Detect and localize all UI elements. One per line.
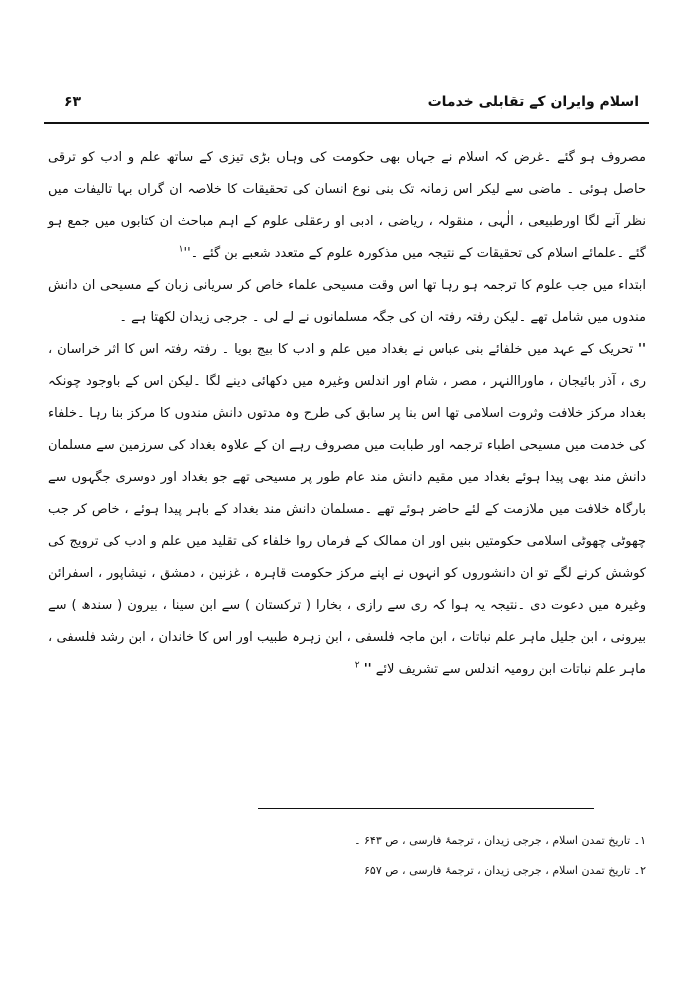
footnote-ref-2: ۲ (354, 660, 360, 671)
paragraph-2 (48, 270, 646, 334)
paragraph-1 (48, 142, 646, 270)
body-text (48, 142, 646, 686)
page-number: ۶۳ (64, 94, 82, 110)
running-title: اسلام وایران کے تقابلی خدمات (427, 94, 639, 110)
paragraph-1-text: مصروف ہو گئے ۔غرض کہ اسلام نے جہاں بھی حکومت کی وہاں بڑی تیزی کے ساتھ علم و ادب کو ترقی حاصل ہوئی ۔ ماضی سے لیکر اس زمانہ تک بنی نوع انسان کی تحقیقات کا خلاصہ ان گراں بہا تالیفات میں نظر آنے لگا اورطبیعی ، الٰہی ، منقولہ ، ریاضی ، ادبی او رعقلی علوم کے اہم مباحث ان کتابوں میں جمع ہو گئے ۔علمائے اسلام کی تحقیقات کے نتیجہ میں مذکورہ علوم کے متعدد شعبے بن گئے ۔'' (48, 150, 646, 261)
footnote-1: ۱۔ تاریخ تمدن اسلام ، جرجی زیدان ، ترجمۂ فارسی ، ص ۶۴۳ ۔ (354, 834, 646, 847)
quote-close-mark: '' (363, 662, 372, 677)
paragraph-3-quote (48, 334, 646, 686)
footnote-2: ۲۔ تاریخ تمدن اسلام ، جرجی زیدان ، ترجمۂ فارسی ، ص ۶۵۷ (364, 864, 646, 877)
footnote-ref-1: ۱ (178, 244, 184, 255)
footnote-separator (258, 808, 594, 809)
paragraph-2-text: ابتداء میں جب علوم کا ترجمہ ہو رہا تھا اس وقت مسیحی علماء خاص کر سریانی زبان کے مسیحی ان دانش مندوں میں شامل تھے ۔لیکن رفتہ رفتہ ان کی جگہ مسلمانوں نے لے لی ۔ جرجی زیدان لکھتا ہے ۔ (48, 278, 646, 325)
quote-open-mark: '' (638, 342, 646, 357)
paragraph-3-text: تحریک کے عہد میں خلفائے بنی عباس نے بغداد میں علم و ادب کا بیج بویا ۔ رفتہ رفتہ اس کا اثر خراسان ، ری ، آذر بائیجان ، ماوراالنہر ، مصر ، شام اور اندلس وغیرہ میں دکھائی دینے لگا ۔لیکن اس کے باوجود چونکہ بغداد مرکز خلافت وثروت اسلامی تھا اس بنا پر سابق کی طرح وہ مدتوں دانش مندوں کا مرکز بنا رہا ۔خلفاء کی خدمت میں مسیحی اطباء ترجمہ اور طبابت میں مصروف رہے ان کے علاوہ بغداد کی سرزمین سے مسلمان دانش مند بھی پیدا ہوئے بغداد میں مقیم دانش مند عام طور پر مسیحی تھے جو بغداد اور دوسری جگہوں سے بارگاہ خلافت میں ملازمت کے لئے حاضر ہوئے تھے ۔مسلمان دانش مند بغداد کے باہر پیدا ہوئے ، خاص کر جب چھوٹی چھوٹی اسلامی حکومتیں بنیں اور ان ممالک کے فرماں روا خلفاء کی تقلید میں علم و ادب کی ترویج کی کوشش کرنے لگے تو ان دانشوروں کو انہوں نے اپنے مرکز حکومت قاہرہ ، غزنین ، دمشق ، نیشاپور ، اسفرائن وغیرہ میں دعوت دی ۔نتیجہ یہ ہوا کہ ری سے رازی ، بخارا ( ترکستان ) سے ابن سینا ، بیرون ( سندھ ) سے بیرونی ، ابن جلیل ماہر علم نباتات ، ابن ماجہ فلسفی ، ابن زہرہ طبیب اور اس کا خاندان ، ابن رشد فلسفی ، ماہر علم نباتات ابن رومیہ اندلس سے تشریف لائے (48, 342, 646, 677)
page-header (44, 88, 649, 124)
footnotes (48, 826, 646, 886)
